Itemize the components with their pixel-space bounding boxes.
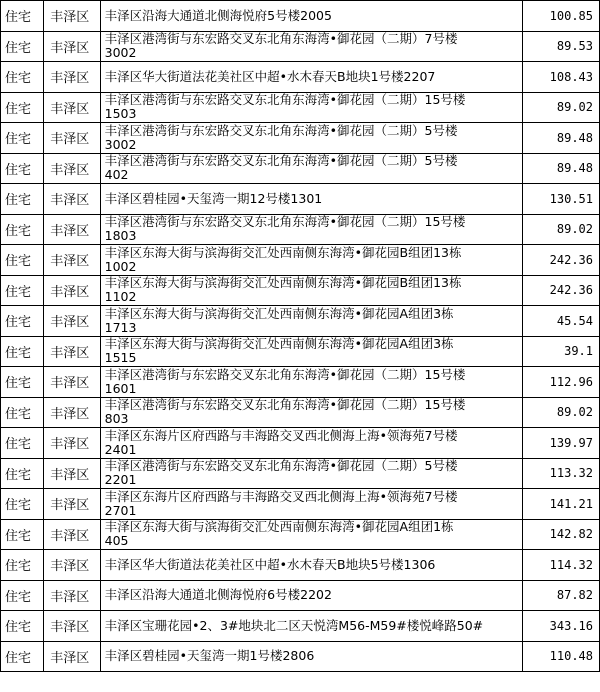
area-cell: 113.32: [523, 458, 600, 489]
address-cell: [100, 245, 523, 276]
address-cell: [100, 519, 523, 550]
area-cell: 39.1: [523, 336, 600, 367]
address-cell: [100, 214, 523, 245]
property-type-cell: 住宅: [1, 306, 44, 337]
district-cell: 丰泽区: [44, 31, 100, 62]
table-row: [1, 580, 600, 611]
property-type-cell: 住宅: [1, 62, 44, 93]
address-cell: [100, 550, 523, 581]
district-cell: 丰泽区: [44, 428, 100, 459]
district-cell: 丰泽区: [44, 367, 100, 398]
district-cell: 丰泽区: [44, 92, 100, 123]
table-row: [1, 397, 600, 428]
address-cell: [100, 123, 523, 154]
area-cell: 45.54: [523, 306, 600, 337]
table-row: [1, 367, 600, 398]
address-text: 丰泽区东海大街与滨海街交汇处西南侧东海湾•御花园B组团13栋 1102: [104, 275, 462, 305]
area-cell: 242.36: [523, 275, 600, 306]
address-text: 丰泽区东海大街与滨海街交汇处西南侧东海湾•御花园A组团3栋 1515: [104, 336, 454, 366]
district-cell: 丰泽区: [44, 519, 100, 550]
area-cell: 112.96: [523, 367, 600, 398]
address-text: 丰泽区沿海大通道北侧海悦府6号楼2202: [104, 587, 332, 603]
address-text: 丰泽区港湾街与东宏路交叉东北角东海湾•御花园（二期）15号楼 803: [104, 397, 466, 427]
property-type-cell: 住宅: [1, 1, 44, 32]
table-row: [1, 519, 600, 550]
district-cell: 丰泽区: [44, 336, 100, 367]
property-type-cell: 住宅: [1, 580, 44, 611]
property-type-cell: 住宅: [1, 489, 44, 520]
property-type-cell: 住宅: [1, 428, 44, 459]
address-text: 丰泽区东海大街与滨海街交汇处西南侧东海湾•御花园B组团13栋 1002: [104, 244, 462, 274]
area-cell: 139.97: [523, 428, 600, 459]
address-text: 丰泽区宝珊花园•2、3#地块北二区天悦湾M56-M59#楼悦峰路50#: [104, 617, 484, 633]
area-cell: 89.48: [523, 153, 600, 184]
address-text: 丰泽区港湾街与东宏路交叉东北角东海湾•御花园（二期）15号楼 1601: [104, 366, 466, 396]
property-type-cell: 住宅: [1, 92, 44, 123]
table-row: [1, 550, 600, 581]
property-type-cell: 住宅: [1, 550, 44, 581]
address-cell: [100, 641, 523, 672]
table-row: [1, 1, 600, 32]
area-cell: 110.48: [523, 641, 600, 672]
district-cell: 丰泽区: [44, 611, 100, 642]
property-type-cell: 住宅: [1, 641, 44, 672]
address-text: 丰泽区沿海大通道北侧海悦府5号楼2005: [104, 7, 332, 23]
property-table-body: [1, 1, 600, 672]
address-cell: [100, 336, 523, 367]
address-text: 丰泽区港湾街与东宏路交叉东北角东海湾•御花园（二期）7号楼 3002: [104, 31, 458, 61]
area-cell: 100.85: [523, 1, 600, 32]
table-row: [1, 245, 600, 276]
table-row: [1, 428, 600, 459]
address-text: 丰泽区华大街道法花美社区中超•水木春天B地块5号楼1306: [104, 556, 436, 572]
address-text: 丰泽区东海大街与滨海街交汇处西南侧东海湾•御花园A组团3栋 1713: [104, 305, 454, 335]
area-cell: 142.82: [523, 519, 600, 550]
address-text: 丰泽区华大街道法花美社区中超•水木春天B地块1号楼2207: [104, 68, 436, 84]
area-cell: 89.53: [523, 31, 600, 62]
table-row: [1, 184, 600, 215]
address-text: 丰泽区碧桂园•天玺湾一期1号楼2806: [104, 648, 315, 664]
address-text: 丰泽区港湾街与东宏路交叉东北角东海湾•御花园（二期）5号楼 2201: [104, 458, 458, 488]
property-type-cell: 住宅: [1, 31, 44, 62]
area-cell: 141.21: [523, 489, 600, 520]
table-row: [1, 62, 600, 93]
district-cell: 丰泽区: [44, 397, 100, 428]
district-cell: 丰泽区: [44, 275, 100, 306]
area-cell: 130.51: [523, 184, 600, 215]
district-cell: 丰泽区: [44, 641, 100, 672]
address-cell: [100, 1, 523, 32]
area-cell: 343.16: [523, 611, 600, 642]
district-cell: 丰泽区: [44, 62, 100, 93]
area-cell: 89.02: [523, 214, 600, 245]
table-row: [1, 458, 600, 489]
property-type-cell: 住宅: [1, 275, 44, 306]
property-type-cell: 住宅: [1, 123, 44, 154]
table-row: [1, 611, 600, 642]
property-type-cell: 住宅: [1, 214, 44, 245]
district-cell: 丰泽区: [44, 153, 100, 184]
district-cell: 丰泽区: [44, 580, 100, 611]
address-cell: [100, 306, 523, 337]
address-cell: [100, 92, 523, 123]
property-type-cell: 住宅: [1, 367, 44, 398]
address-text: 丰泽区东海大街与滨海街交汇处西南侧东海湾•御花园A组团1栋 405: [104, 519, 454, 549]
area-cell: 242.36: [523, 245, 600, 276]
address-cell: [100, 275, 523, 306]
area-cell: 87.82: [523, 580, 600, 611]
property-type-cell: 住宅: [1, 336, 44, 367]
address-cell: [100, 184, 523, 215]
district-cell: 丰泽区: [44, 1, 100, 32]
table-row: [1, 123, 600, 154]
property-type-cell: 住宅: [1, 458, 44, 489]
table-row: [1, 489, 600, 520]
table-row: [1, 153, 600, 184]
address-text: 丰泽区碧桂园•天玺湾一期12号楼1301: [104, 190, 323, 206]
table-row: [1, 92, 600, 123]
district-cell: 丰泽区: [44, 123, 100, 154]
property-type-cell: 住宅: [1, 245, 44, 276]
property-type-cell: 住宅: [1, 519, 44, 550]
address-cell: [100, 580, 523, 611]
table-row: [1, 336, 600, 367]
district-cell: 丰泽区: [44, 245, 100, 276]
address-cell: [100, 31, 523, 62]
area-cell: 114.32: [523, 550, 600, 581]
address-cell: [100, 367, 523, 398]
address-text: 丰泽区港湾街与东宏路交叉东北角东海湾•御花园（二期）5号楼 402: [104, 153, 458, 183]
district-cell: 丰泽区: [44, 550, 100, 581]
property-type-cell: 住宅: [1, 184, 44, 215]
property-type-cell: 住宅: [1, 397, 44, 428]
district-cell: 丰泽区: [44, 458, 100, 489]
property-type-cell: 住宅: [1, 153, 44, 184]
district-cell: 丰泽区: [44, 306, 100, 337]
table-row: [1, 641, 600, 672]
district-cell: 丰泽区: [44, 184, 100, 215]
table-row: [1, 306, 600, 337]
property-type-cell: 住宅: [1, 611, 44, 642]
table-row: [1, 275, 600, 306]
table-row: [1, 31, 600, 62]
address-cell: [100, 458, 523, 489]
address-cell: [100, 489, 523, 520]
address-text: 丰泽区港湾街与东宏路交叉东北角东海湾•御花园（二期）15号楼 1803: [104, 214, 466, 244]
address-cell: [100, 611, 523, 642]
address-cell: [100, 153, 523, 184]
area-cell: 89.02: [523, 397, 600, 428]
table-row: [1, 214, 600, 245]
address-text: 丰泽区港湾街与东宏路交叉东北角东海湾•御花园（二期）5号楼 3002: [104, 122, 458, 152]
address-text: 丰泽区港湾街与东宏路交叉东北角东海湾•御花园（二期）15号楼 1503: [104, 92, 466, 122]
address-cell: [100, 62, 523, 93]
area-cell: 108.43: [523, 62, 600, 93]
area-cell: 89.48: [523, 123, 600, 154]
address-text: 丰泽区东海片区府西路与丰海路交叉西北侧海上海•领海苑7号楼 2701: [104, 488, 458, 518]
address-cell: [100, 428, 523, 459]
address-text: 丰泽区东海片区府西路与丰海路交叉西北侧海上海•领海苑7号楼 2401: [104, 427, 458, 457]
district-cell: 丰泽区: [44, 489, 100, 520]
address-cell: [100, 397, 523, 428]
area-cell: 89.02: [523, 92, 600, 123]
district-cell: 丰泽区: [44, 214, 100, 245]
